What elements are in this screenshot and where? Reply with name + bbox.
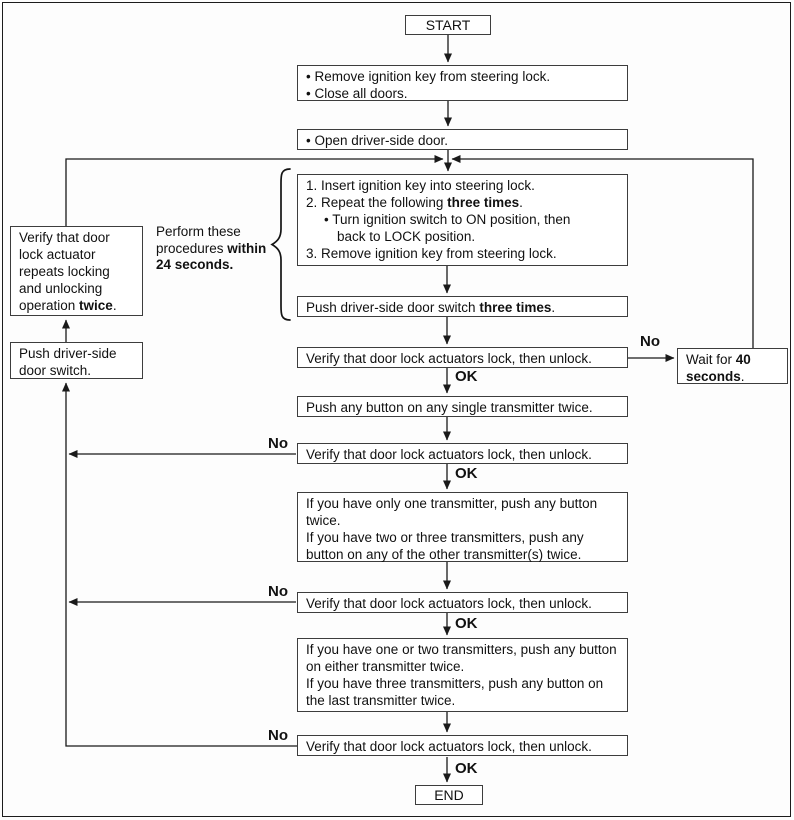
push-three-times-node: Push driver-side door switch three times. <box>297 296 628 317</box>
key-cycle-line-3: • Turn ignition switch to ON position, then <box>324 212 571 227</box>
last-transmitter-line-2: If you have three transmitters, push any button on the last transmitter twice. <box>306 676 604 708</box>
verify-node-2: Verify that door lock actuators lock, then unlock. <box>297 443 628 464</box>
key-cycle-line-2: 2. Repeat the following three times. <box>306 195 523 210</box>
one-transmitter-line-1: If you have only one transmitter, push any button twice. <box>306 496 598 528</box>
prepare-line-2: • Close all doors. <box>306 86 408 101</box>
one-transmitter-node <box>297 492 628 562</box>
key-cycle-line-5: 3. Remove ignition key from steering lock. <box>306 246 557 261</box>
key-cycle-line-1: 1. Insert ignition key into steering lock. <box>306 178 535 193</box>
no-label-1: No <box>640 333 660 350</box>
ok-label-2: OK <box>455 465 478 482</box>
last-transmitter-line-1: If you have one or two transmitters, push any button on either transmitter twice. <box>306 642 617 674</box>
ok-label-4: OK <box>455 760 478 777</box>
left-verify-node: Verify that door lock actuator repeats locking and unlocking operation twice. <box>10 226 143 316</box>
verify-node-1: Verify that door lock actuators lock, then unlock. <box>297 347 628 368</box>
no-label-4: No <box>268 727 288 744</box>
timing-note <box>156 224 280 274</box>
timing-note-line-3: 24 seconds. <box>156 257 234 272</box>
one-transmitter-line-2: If you have two or three transmitters, push any button on any of the other transmitter(s) twice. <box>306 530 584 562</box>
open-door-node: • Open driver-side door. <box>297 129 628 150</box>
timing-note-line-2: procedures within <box>156 240 267 256</box>
key-cycle-node <box>297 174 628 266</box>
no-label-2: No <box>268 435 288 452</box>
wait-node: Wait for 40 seconds. <box>677 348 788 384</box>
timing-note-line-1: Perform these <box>156 224 241 239</box>
push-any-transmitter-node: Push any button on any single transmitter twice. <box>297 396 628 417</box>
verify-node-3: Verify that door lock actuators lock, then unlock. <box>297 592 628 613</box>
verify-node-4: Verify that door lock actuators lock, then unlock. <box>297 735 628 756</box>
key-cycle-line-4: back to LOCK position. <box>337 229 476 244</box>
no-label-3: No <box>268 583 288 600</box>
ok-label-1: OK <box>455 368 478 385</box>
end-node: END <box>415 785 483 805</box>
ok-label-3: OK <box>455 615 478 632</box>
last-transmitter-node <box>297 638 628 712</box>
start-node: START <box>405 15 491 35</box>
prepare-line-1: • Remove ignition key from steering lock. <box>306 69 551 84</box>
prepare-step-node <box>297 65 628 101</box>
wire-verify4-no-spine <box>66 383 297 746</box>
left-push-node: Push driver-side door switch. <box>10 342 143 379</box>
